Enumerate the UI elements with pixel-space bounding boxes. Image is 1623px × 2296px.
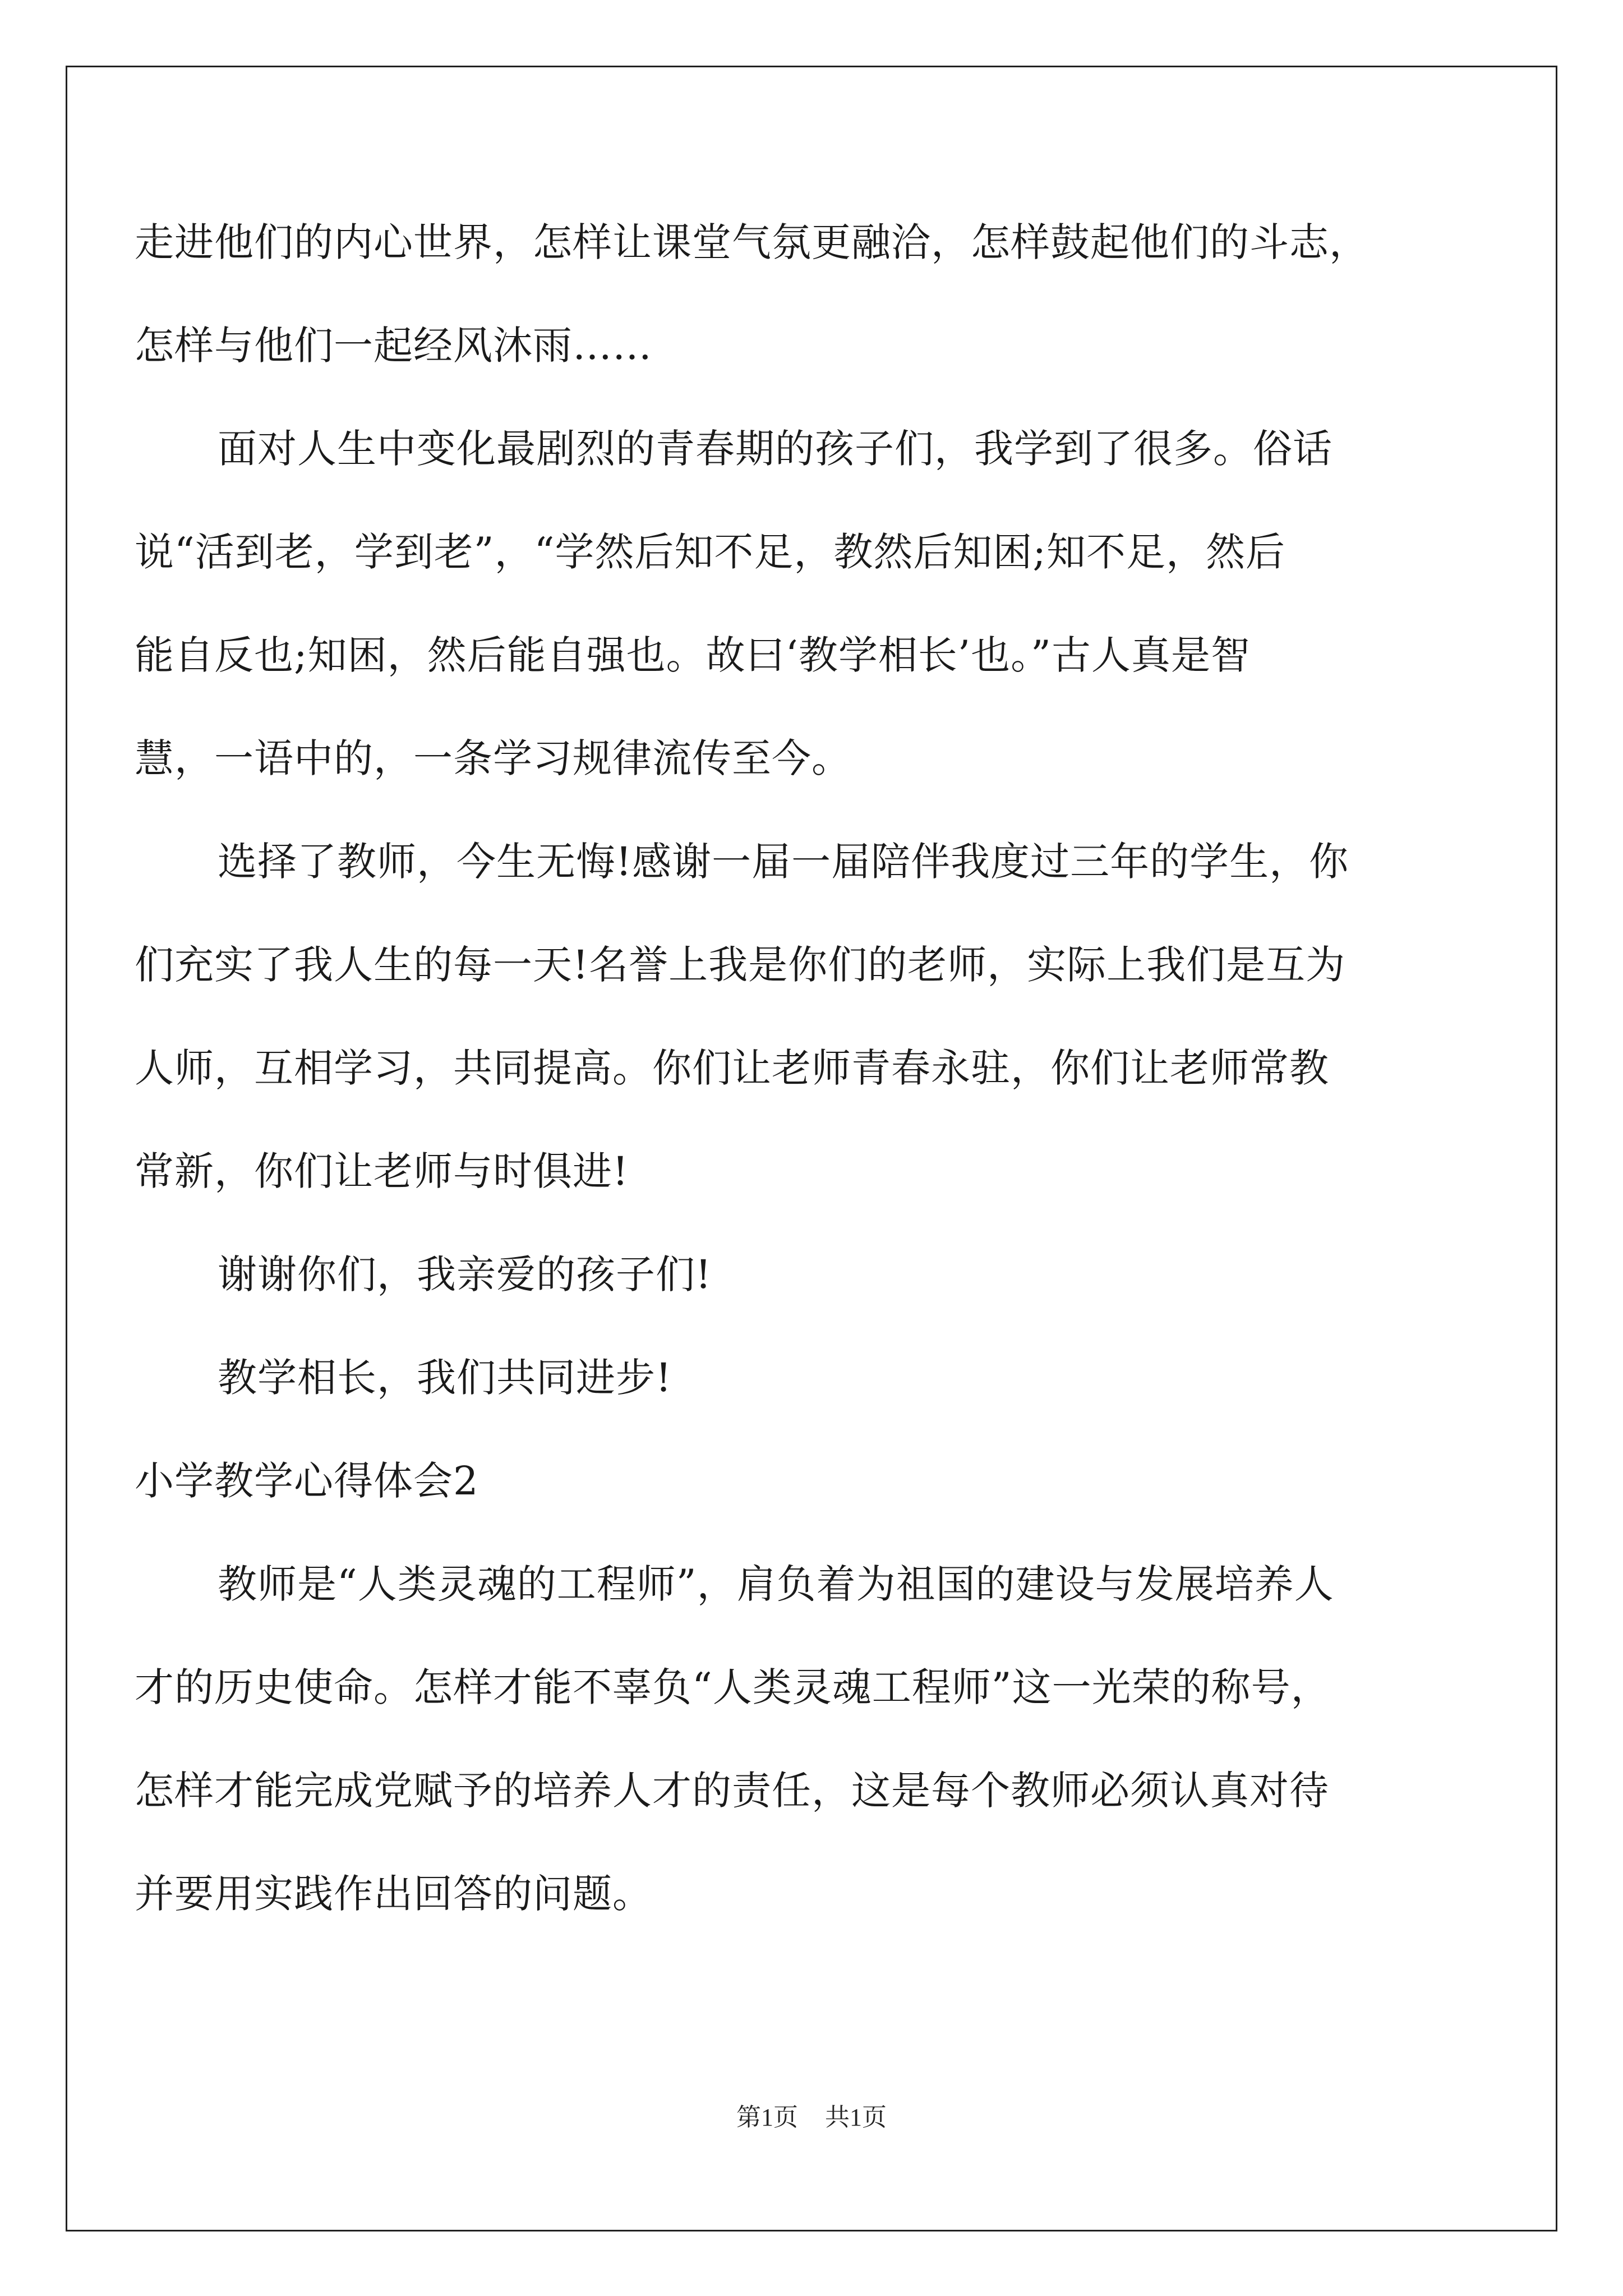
- text-line: 能自反也;知困，然后能自强也。故曰‘教学相长’也。”古人真是智: [135, 632, 1251, 678]
- text-line: 说“活到老，学到老”，“学然后知不足，教然后知困;知不足，然后: [135, 529, 1285, 575]
- text-line: 教师是“人类灵魂的工程师”，肩负着为祖国的建设与发展培养人: [218, 1561, 1334, 1607]
- text-line: 才的历史使命。怎样才能不辜负“人类灵魂工程师”这一光荣的称号，: [135, 1664, 1331, 1710]
- text-line: 走进他们的内心世界，怎样让课堂气氛更融洽，怎样鼓起他们的斗志，: [135, 219, 1369, 265]
- section-paragraph: [135, 1533, 1481, 1945]
- text-line: 人师，互相学习，共同提高。你们让老师青春永驻，你们让老师常教: [135, 1045, 1329, 1091]
- section-title: 小学教学心得体会2: [135, 1458, 479, 1504]
- text-line: 们充实了我人生的每一天!名誉上我是你们的老师，实际上我们是互为: [135, 942, 1346, 988]
- text-line: 教学相长，我们共同进步!: [218, 1355, 672, 1401]
- text-line: 选择了教师，今生无悔!感谢一届一届陪伴我度过三年的学生，你: [218, 839, 1349, 885]
- paragraph: [135, 1223, 1481, 1326]
- text-line: 面对人生中变化最剧烈的青春期的孩子们，我学到了很多。俗话: [218, 426, 1332, 472]
- text-line: 慧，一语中的，一条学习规律流传至今。: [135, 735, 851, 781]
- page-number: 第1页: [736, 2104, 798, 2131]
- text-line: 并要用实践作出回答的问题。: [135, 1871, 652, 1917]
- paragraph: [135, 397, 1481, 810]
- page-footer: [0, 2097, 1623, 2133]
- text-line: 怎样才能完成党赋予的培养人才的责任，这是每个教师必须认真对待: [135, 1768, 1329, 1814]
- paragraph: [135, 810, 1481, 1223]
- paragraph: [135, 1326, 1481, 1429]
- document-body: [135, 191, 1481, 1945]
- text-line: 常新，你们让老师与时俱进!: [135, 1148, 629, 1194]
- paragraph-continued: [135, 191, 1481, 397]
- page-total: 共1页: [825, 2104, 887, 2131]
- text-line: 谢谢你们，我亲爱的孩子们!: [218, 1251, 712, 1297]
- text-line: 怎样与他们一起经风沐雨……: [135, 323, 652, 369]
